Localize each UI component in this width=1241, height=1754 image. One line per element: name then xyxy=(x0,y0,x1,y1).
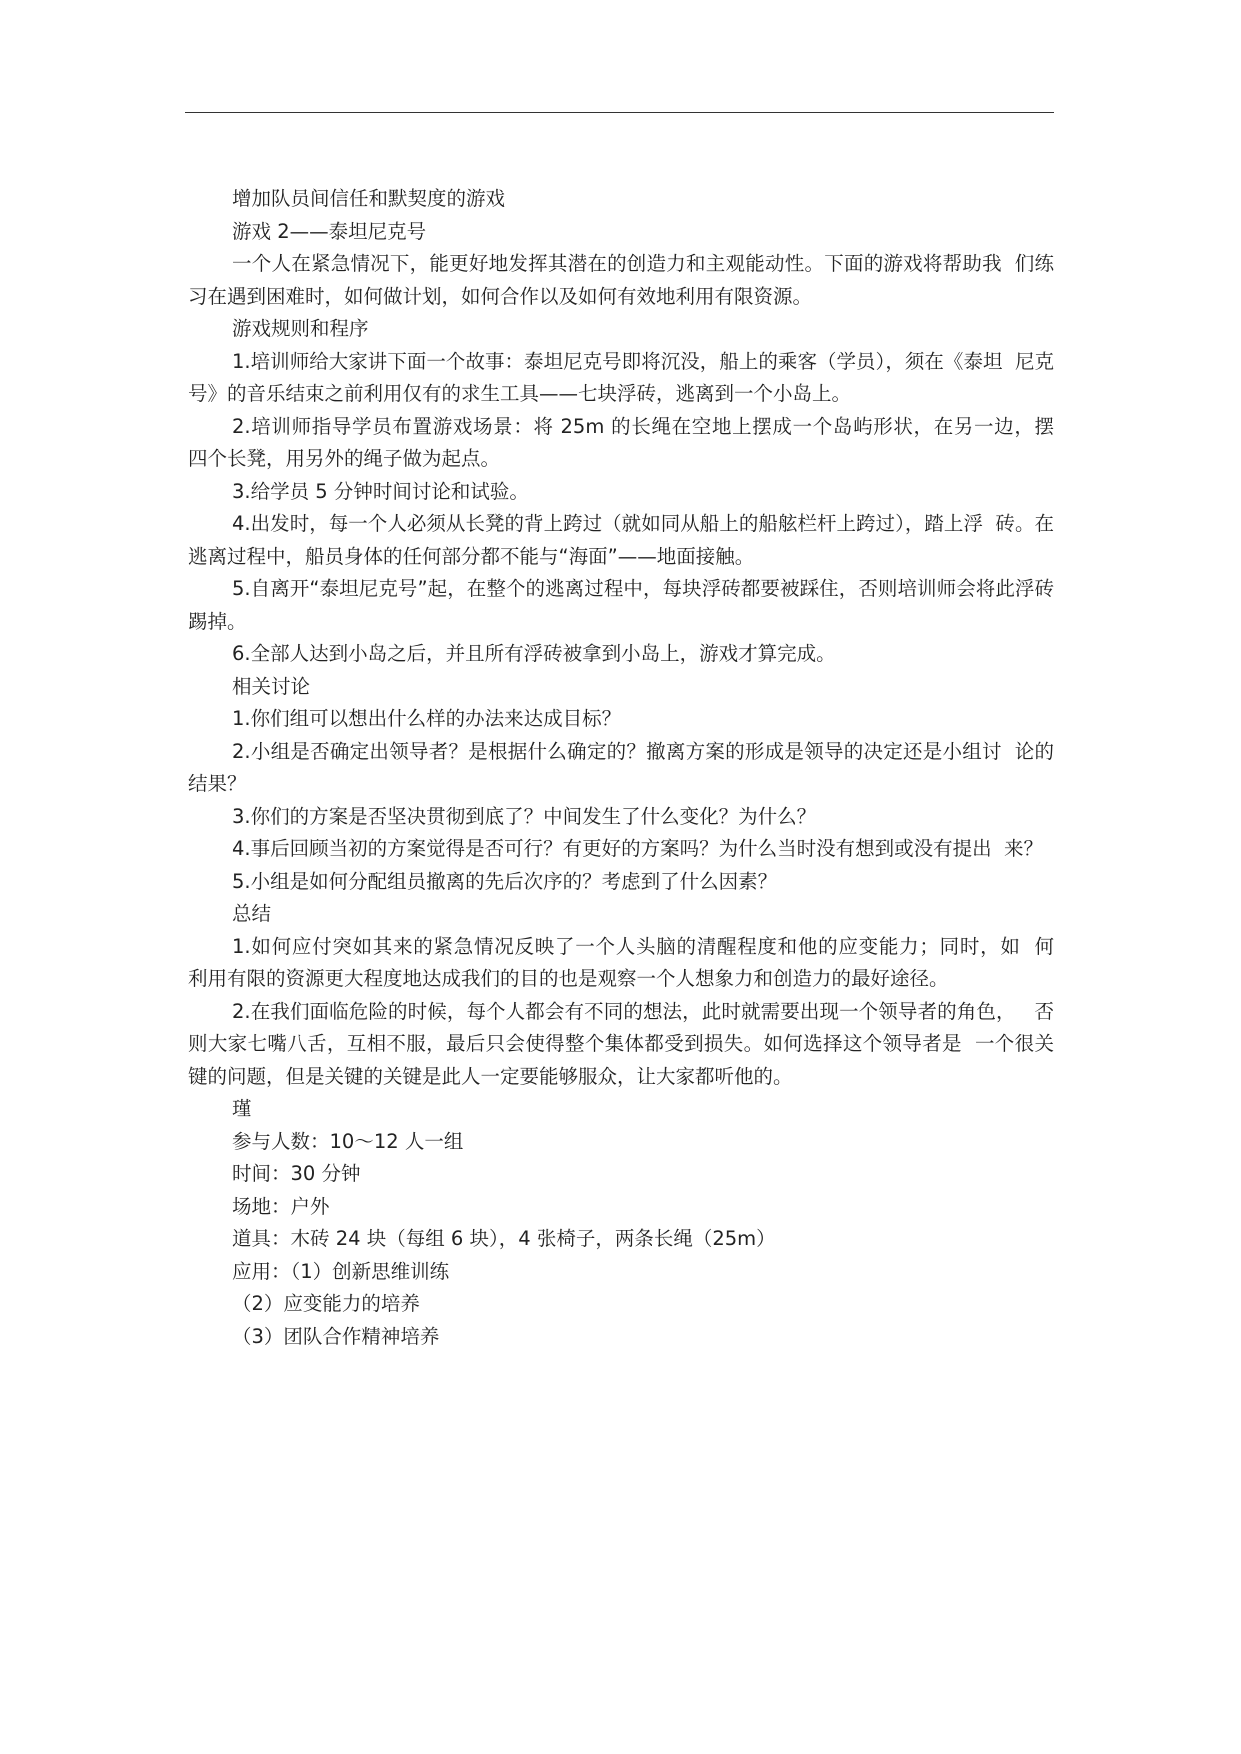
discussion-item: 3.你们的方案是否坚决贯彻到底了？中间发生了什么变化？为什么？ xyxy=(232,804,817,828)
rule-item: 4.出发时，每一个人必须从长凳的背上跨过（就如同从船上的船舷栏杆上跨过），踏上浮 砖。在逃离过程中，船员身体的任何部分都不能与“海面”——地面接触。 xyxy=(188,512,1054,568)
application-item: （2）应变能力的培养 xyxy=(232,1292,420,1315)
header-rule xyxy=(185,112,1054,113)
discussion-heading: 相关讨论 xyxy=(232,674,311,698)
game-title: 游戏 2——泰坦尼克号 xyxy=(232,219,427,243)
discussion-item: 4.事后回顾当初的方案觉得是否可行？有更好的方案吗？为什么当时没有想到或没有提出 来？ xyxy=(232,837,1044,860)
rule-item: 5.自离开“泰坦尼克号”起，在整个的逃离过程中，每块浮砖都要被踩住，否则培训师会将此浮砖踢掉。 xyxy=(188,577,1054,633)
info-applications: 应用：（1）创新思维训练 xyxy=(232,1259,450,1283)
rule-item: 2.培训师指导学员布置游戏场景：将 25m 的长绳在空地上摆成一个岛屿形状，在另一边，摆 四个长凳，用另外的绳子做为起点。 xyxy=(188,414,1067,470)
info-participants: 参与人数：10～12 人一组 xyxy=(232,1129,464,1153)
discussion-item: 2.小组是否确定出领导者？是根据什么确定的？撤离方案的形成是领导的决定还是小组讨 论的结果？ xyxy=(188,739,1054,795)
info-time: 时间：30 分钟 xyxy=(232,1162,361,1185)
summary-heading: 总结 xyxy=(232,902,272,925)
info-props: 道具：木砖 24 块（每组 6 块），4 张椅子，两条长绳（25m） xyxy=(232,1227,776,1250)
document-body xyxy=(188,183,1067,1353)
discussion-item: 1.你们组可以想出什么样的办法来达成目标？ xyxy=(232,707,622,730)
rule-item: 6.全部人达到小岛之后，并且所有浮砖被拿到小岛上，游戏才算完成。 xyxy=(232,642,836,665)
info-venue: 场地：户外 xyxy=(232,1194,330,1218)
summary-item: 1.如何应付突如其来的紧急情况反映了一个人头脑的清醒程度和他的应变能力；同时，如 何 利用有限的资源更大程度地达成我们的目的也是观察一个人想象力和创造力的最好途径。 xyxy=(188,934,1067,990)
rule-item: 1.培训师给大家讲下面一个故事：泰坦尼克号即将沉没，船上的乘客（学员），须在《泰坦 尼克号》的音乐结束之前利用仅有的求生工具——七块浮砖，逃离到一个小岛上。 xyxy=(188,349,1054,405)
application-item: （3）团队合作精神培养 xyxy=(232,1324,440,1348)
stray-character: 瑾 xyxy=(232,1097,252,1120)
rules-heading: 游戏规则和程序 xyxy=(232,317,369,340)
summary-item: 2.在我们面临危险的时候，每个人都会有不同的想法，此时就需要出现一个领导者的角色， 否则大家七嘴八舌，互相不服，最后只会使得整个集体都受到损失。如何选择这个领导者是 一个很关键的问题，但是关键的关键是此人一定要能够服众，让大家都听他的。 xyxy=(188,999,1054,1088)
rule-item: 3.给学员 5 分钟时间讨论和试验。 xyxy=(232,479,529,503)
intro-paragraph: 一个人在紧急情况下，能更好地发挥其潜在的创造力和主观能动性。下面的游戏将帮助我 们练习在遇到困难时，如何做计划，如何合作以及如何有效地利用有限资源。 xyxy=(188,252,1054,308)
discussion-item: 5.小组是如何分配组员撤离的先后次序的？考虑到了什么因素？ xyxy=(232,869,778,893)
document-heading: 增加队员间信任和默契度的游戏 xyxy=(232,187,506,210)
